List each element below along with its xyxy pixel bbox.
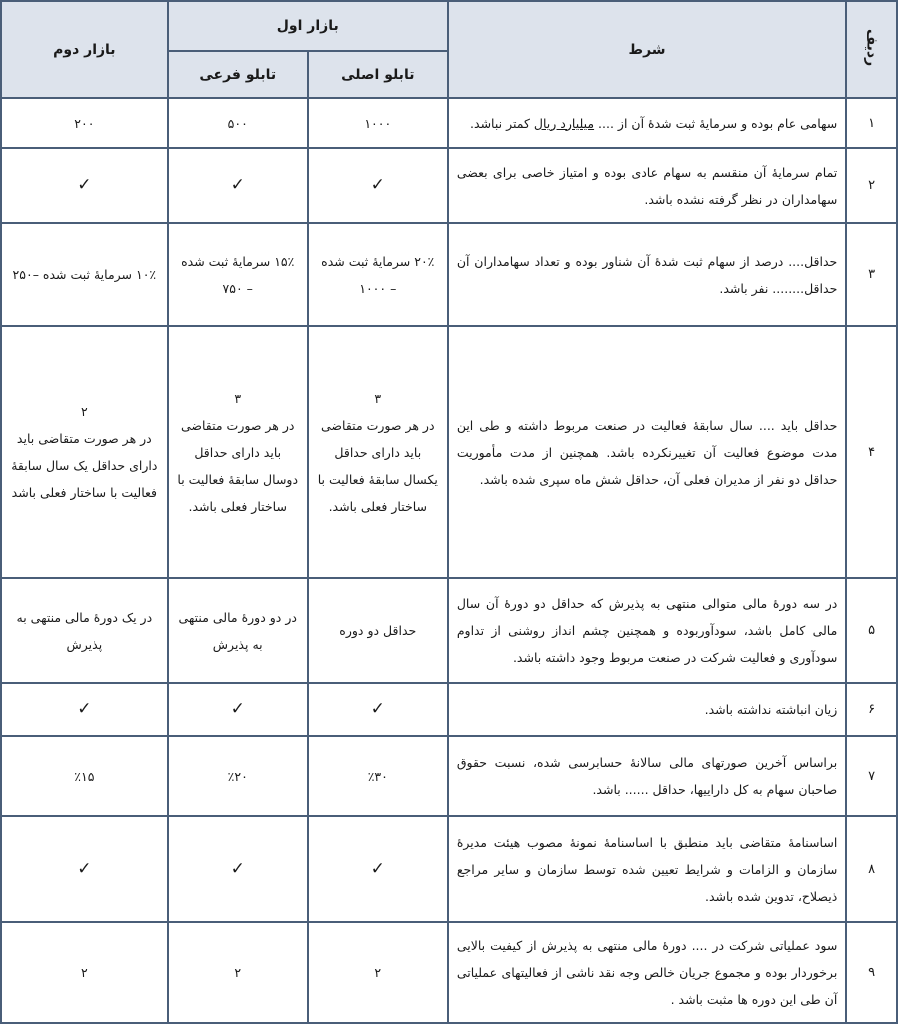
check-icon: ✓ [1,683,168,736]
table-row [1,148,897,223]
years-value: ۳ [234,390,242,406]
header-main-board: تابلو اصلی [308,51,448,98]
years-note: در هر صورت متقاضی باید دارای حداقل دوسال سابقۀ فعالیت با ساختار فعلی باشد. [177,417,299,514]
condition-cell [448,98,846,148]
condition-cell: زیان انباشته نداشته باشد. [448,683,846,736]
years-note: در هر صورت متقاضی باید دارای حداقل یک سال سابقۀ فعالیت با ساختار فعلی باشد [11,431,158,500]
row-number: ۶ [846,683,897,736]
header-first-market: بازار اول [168,1,448,51]
main-board-cell: ۱۰۰۰ [308,98,448,148]
second-market-cell: ۱۰٪ سرمایۀ ثبت شده –۲۵۰ [1,223,168,326]
header-radif [846,1,897,98]
condition-cell: حداقل.... درصد از سهام ثبت شدۀ آن شناور بوده و تعداد سهامداران آن حداقل........ نفر باشد. [448,223,846,326]
check-icon: ✓ [168,148,308,223]
table-row [1,98,897,148]
check-icon: ✓ [1,816,168,922]
condition-underlined: میلیارد ریال [533,115,595,131]
table-row [1,922,897,1023]
header-condition: شرط [448,1,846,98]
row-number: ۴ [846,326,897,578]
table-row [1,816,897,922]
second-market-cell: ۲ [1,922,168,1023]
years-value: ۲ [80,404,88,419]
main-board-cell: ۲۰٪ سرمایۀ ثبت شده – ۱۰۰۰ [308,223,448,326]
condition-cell: حداقل باید .... سال سابقۀ فعالیت در صنعت مربوط داشته و طی این مدت موضوع فعالیت آن تغییرنکرده باشد. همچنین از مدت مأموریت حداقل دو نفر از مدیران فعلی آن، حداقل شش ماه سپری شده باشد. [448,326,846,578]
row-number: ۲ [846,148,897,223]
table-row [1,223,897,326]
second-market-cell: در یک دورۀ مالی منتهی به پذیرش [1,578,168,683]
condition-cell: تمام سرمایۀ آن منقسم به سهام عادی بوده و امتیاز خاصی برای بعضی سهامداران در نظر گرفته نشده باشد. [448,148,846,223]
second-market-cell: ٪۱۵ [1,736,168,816]
check-icon: ✓ [168,683,308,736]
condition-cell: در سه دورۀ مالی متوالی منتهی به پذیرش که حداقل دو دورۀ آن سال مالی کامل باشد، سودآوربوده و همچنین چشم انداز روشنی از تداوم سودآوری و فعالیت شرکت در صنعت مربوط وجود داشته باشد. [448,578,846,683]
row-number: ۵ [846,578,897,683]
check-icon: ✓ [308,148,448,223]
table-row [1,578,897,683]
table-row [1,683,897,736]
sub-board-cell: ٪۲۰ [168,736,308,816]
sub-board-cell: ۲ [168,922,308,1023]
table-row [1,326,897,578]
row-number: ۷ [846,736,897,816]
sub-board-cell: ۱۵٪ سرمایۀ ثبت شده – ۷۵۰ [168,223,308,326]
check-icon: ✓ [168,816,308,922]
main-board-cell: ٪۳۰ [308,736,448,816]
row-number: ۱ [846,98,897,148]
condition-cell: سود عملیاتی شرکت در .... دورۀ مالی منتهی به پذیرش از کیفیت بالایی برخوردار بوده و مجموع جریان خالص وجه نقد ناشی از فعالیتهای عملیاتی آن طی این دوره ها مثبت باشد . [448,922,846,1023]
table-row [1,736,897,816]
condition-text: سهامی عام بوده و سرمایۀ ثبت شدۀ آن از .... [594,115,838,131]
check-icon: ✓ [308,816,448,922]
main-board-cell [308,326,448,578]
condition-cell: براساس آخرین صورتهای مالی سالانۀ حسابرسی شده، نسبت حقوق صاحبان سهام به کل داراییها، حداقل ...... باشد. [448,736,846,816]
main-board-cell: حداقل دو دوره [308,578,448,683]
condition-cell: اساسنامۀ متقاضی باید منطبق با اساسنامۀ نمونۀ مصوب هیئت مدیرۀ سازمان و الزامات و شرایط تعیین شده توسط سازمان و سایر مراجع ذیصلاح، تدوین شده باشد. [448,816,846,922]
years-value: ۳ [374,390,382,406]
row-number: ۳ [846,223,897,326]
condition-text-end: کمتر نباشد. [470,115,534,131]
check-icon: ✓ [1,148,168,223]
sub-board-cell [168,326,308,578]
row-number: ۸ [846,816,897,922]
second-market-cell [1,326,168,578]
second-market-cell: ۲۰۰ [1,98,168,148]
row-number: ۹ [846,922,897,1023]
header-second-market: بازار دوم [1,1,168,98]
main-board-cell: ۲ [308,922,448,1023]
header-radif-label: ردیف [863,28,880,67]
years-note: در هر صورت متقاضی باید دارای حداقل یکسال سابقۀ فعالیت با ساختار فعلی باشد. [317,417,438,514]
check-icon: ✓ [308,683,448,736]
header-sub-board: تابلو فرعی [168,51,308,98]
sub-board-cell: در دو دورۀ مالی منتهی به پذیرش [168,578,308,683]
sub-board-cell: ۵۰۰ [168,98,308,148]
